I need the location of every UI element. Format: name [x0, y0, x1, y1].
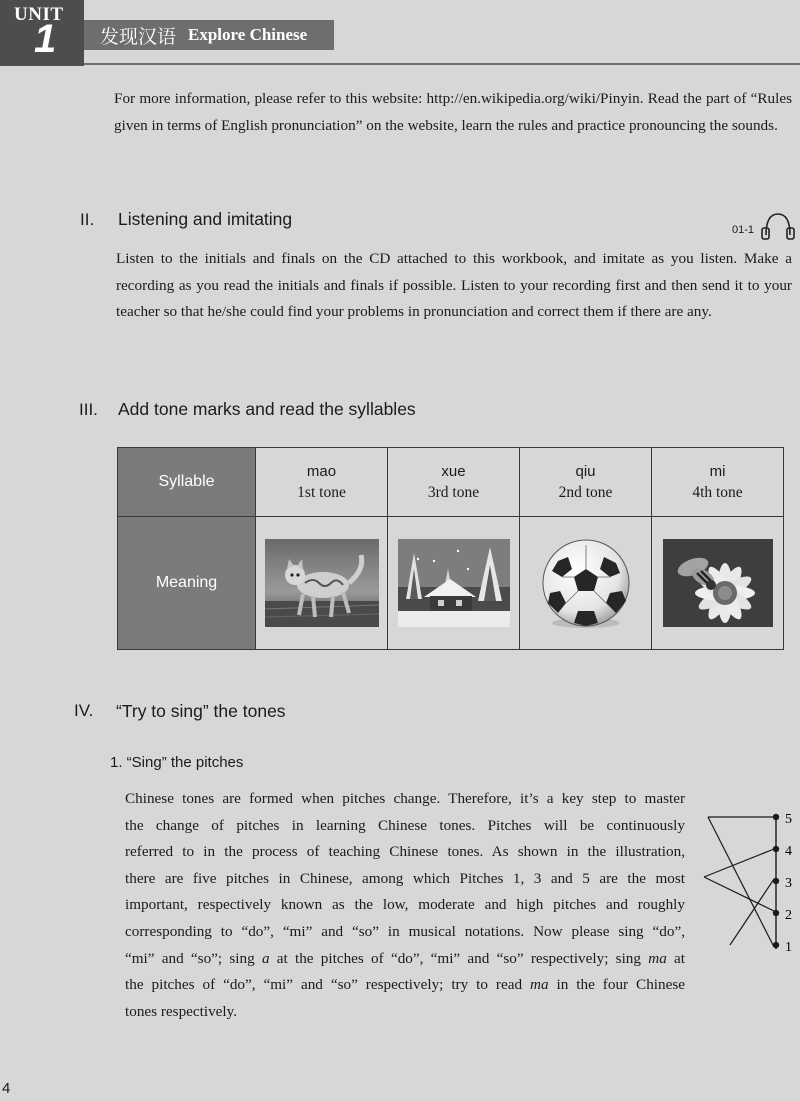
table-cell: [652, 517, 784, 650]
body-line: corresponding to “do”, “mi” and “so” in musical notations. Now please sing “do”,: [125, 922, 685, 940]
header-rule: [84, 63, 800, 65]
tone-text: 2nd tone: [558, 483, 613, 501]
table-cell: [256, 517, 388, 650]
unit-number: 1: [34, 17, 57, 61]
section-2-number: II.: [80, 210, 95, 229]
headphones-icon: [728, 208, 796, 242]
pitch-label-5: 5: [785, 812, 792, 827]
body-line: the change of pitches in learning Chinese tones. Pitches will be continuously: [125, 816, 685, 834]
tone-text: 3rd tone: [427, 483, 480, 501]
soccer-ball-image: [538, 537, 634, 629]
unit-title-english: Explore Chinese: [188, 25, 308, 44]
syllable-text: xue: [441, 462, 466, 480]
table-cell: [256, 448, 388, 517]
snow-image: [398, 539, 510, 627]
body-line: important, respectively known as the low, moderate and high pitches and roughly: [125, 896, 685, 914]
section-3-title: Add tone marks and read the syllables: [118, 399, 416, 419]
table-cell: [388, 517, 520, 650]
section-4-title: “Try to sing” the tones: [116, 701, 286, 721]
pitch-label-2: 2: [785, 908, 792, 923]
unit-title-band: [84, 20, 334, 50]
body-line: “mi” and “so”; sing a at the pitches of “do”, “mi” and “so” respectively; sing ma at: [125, 949, 686, 967]
bee-image: [663, 539, 773, 627]
intro-text-after: . Read the part of “Rules given in terms of English pronunciation” on the website, learn the rules and practice pronouncing the sounds.: [114, 90, 792, 134]
syllable-row: [118, 448, 784, 517]
pitch-label-1: 1: [785, 940, 792, 955]
pitch-label-3: 3: [785, 876, 792, 891]
section-2-title: Listening and imitating: [118, 209, 293, 229]
unit-label: UNIT: [14, 4, 64, 25]
table-cell: [520, 517, 652, 650]
section-4-body: [125, 786, 685, 1025]
cat-image: [265, 539, 379, 627]
pitch-diagram: [700, 805, 800, 965]
intro-text-before: For more information, please refer to this website:: [114, 90, 427, 107]
tone-table: [117, 447, 784, 650]
page-number: 4: [2, 1080, 11, 1097]
body-line: tones respectively.: [125, 1002, 238, 1020]
section-4-number: IV.: [74, 701, 94, 720]
unit-badge: [0, 0, 84, 66]
body-line: Chinese tones are formed when pitches change. Therefore, it’s a key step to master: [125, 790, 685, 807]
body-line: there are five pitches in Chinese, among which Pitches 1, 3 and 5 are the most: [125, 869, 685, 887]
table-cell: [520, 448, 652, 517]
body-line: the pitches of “do”, “mi” and “so” respectively; try to read ma in the four Chinese: [125, 976, 685, 994]
syllable-text: qiu: [575, 462, 596, 480]
syllable-row-header: Syllable: [118, 448, 256, 517]
section-3-number: III.: [79, 400, 98, 419]
meaning-row-header: Meaning: [118, 517, 256, 650]
pitch-label-4: 4: [785, 844, 792, 859]
table-cell: [388, 448, 520, 517]
intro-paragraph: [114, 86, 792, 139]
audio-track-code: 01-1: [732, 224, 755, 236]
tone-text: 1st tone: [297, 483, 346, 501]
table-cell: [652, 448, 784, 517]
pinyin-link[interactable]: http://en.wikipedia.org/wiki/Pinyin: [426, 90, 640, 107]
body-line: referred to in the process of teaching Chinese tones. As shown in the illustration,: [125, 843, 685, 861]
sub-heading-sing-pitches: 1. “Sing” the pitches: [110, 754, 244, 771]
meaning-row: [118, 517, 784, 650]
syllable-text: mao: [306, 462, 337, 480]
tone-text: 4th tone: [692, 483, 743, 501]
syllable-text: mi: [709, 462, 726, 480]
unit-title-chinese: 发现汉语: [100, 25, 177, 48]
section-2-body: Listen to the initials and finals on the CD attached to this workbook, and imitate as you listen. Make a recording as you read the initials and finals if possible. Listen to your recording first and then send it to your teacher so that he/she could find your problems in pronunciation and correct them if there are any.: [116, 250, 792, 320]
audio-track-tag: [728, 208, 796, 242]
